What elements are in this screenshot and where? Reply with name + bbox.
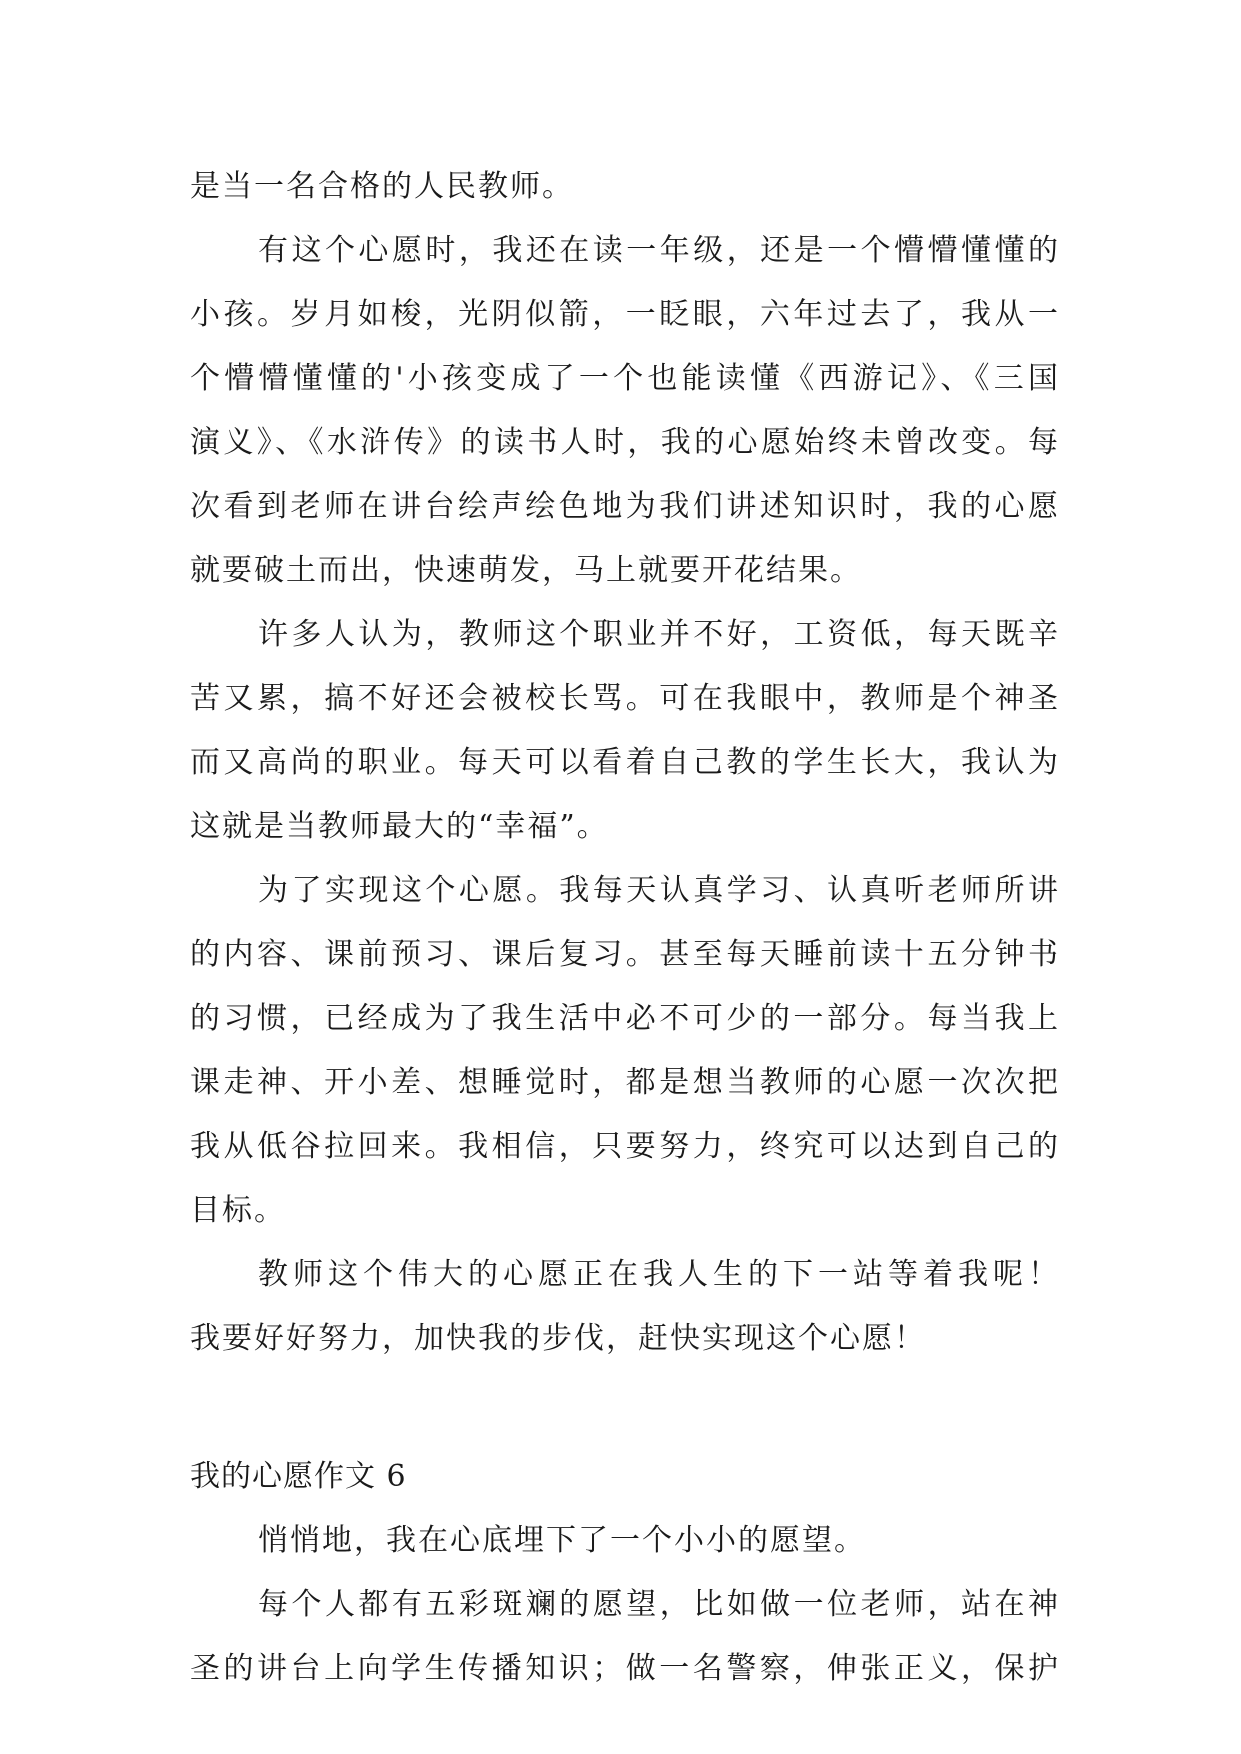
paragraph-first-line: 有这个心愿时，我还在读一年级，还是一个懵懵懂懂的 [258, 233, 1060, 268]
section-heading: 我的心愿作文 6 [190, 1459, 407, 1494]
section-gap [190, 1371, 1060, 1445]
paragraph-first-line: 每个人都有五彩斑斓的愿望，比如做一位老师，站在神 [258, 1587, 1060, 1622]
text-line: 个懵懵懂懂的'小孩变成了一个也能读懂《西游记》、《三国 [190, 361, 1060, 396]
text-line: 次看到老师在讲台绘声绘色地为我们讲述知识时，我的心愿 [190, 489, 1060, 524]
text-line: 圣的讲台上向学生传播知识；做一名警察，伸张正义，保护 [190, 1651, 1060, 1686]
paragraph-first-line: 为了实现这个心愿。我每天认真学习、认真听老师所讲 [258, 873, 1060, 908]
text-line: 我从低谷拉回来。我相信，只要努力，终究可以达到自己的 [190, 1129, 1060, 1164]
paragraph-first-line: 悄悄地，我在心底埋下了一个小小的愿望。 [258, 1523, 866, 1558]
text-line: 小孩。岁月如梭，光阴似箭，一眨眼，六年过去了，我从一 [190, 297, 1060, 332]
text-line: 的内容、课前预习、课后复习。甚至每天睡前读十五分钟书 [190, 937, 1060, 972]
text-line: 就要破土而出，快速萌发，马上就要开花结果。 [190, 553, 862, 588]
document-body [190, 155, 1060, 1701]
text-line: 这就是当教师最大的“幸福”。 [190, 809, 609, 844]
text-line: 苦又累，搞不好还会被校长骂。可在我眼中，教师是个神圣 [190, 681, 1060, 716]
text-line: 目标。 [190, 1193, 286, 1228]
text-line: 演义》、《水浒传》的读书人时，我的心愿始终未曾改变。每 [190, 425, 1060, 460]
paragraph-first-line: 许多人认为，教师这个职业并不好，工资低，每天既辛 [258, 617, 1060, 652]
text-line: 是当一名合格的人民教师。 [190, 169, 574, 204]
paragraph-first-line: 教师这个伟大的心愿正在我人生的下一站等着我呢！ [258, 1257, 1060, 1292]
text-line: 而又高尚的职业。每天可以看着自己教的学生长大，我认为 [190, 745, 1060, 780]
text-line: 课走神、开小差、想睡觉时，都是想当教师的心愿一次次把 [190, 1065, 1060, 1100]
text-line: 的习惯，已经成为了我生活中必不可少的一部分。每当我上 [190, 1001, 1060, 1036]
text-line: 我要好好努力，加快我的步伐，赶快实现这个心愿！ [190, 1321, 926, 1356]
